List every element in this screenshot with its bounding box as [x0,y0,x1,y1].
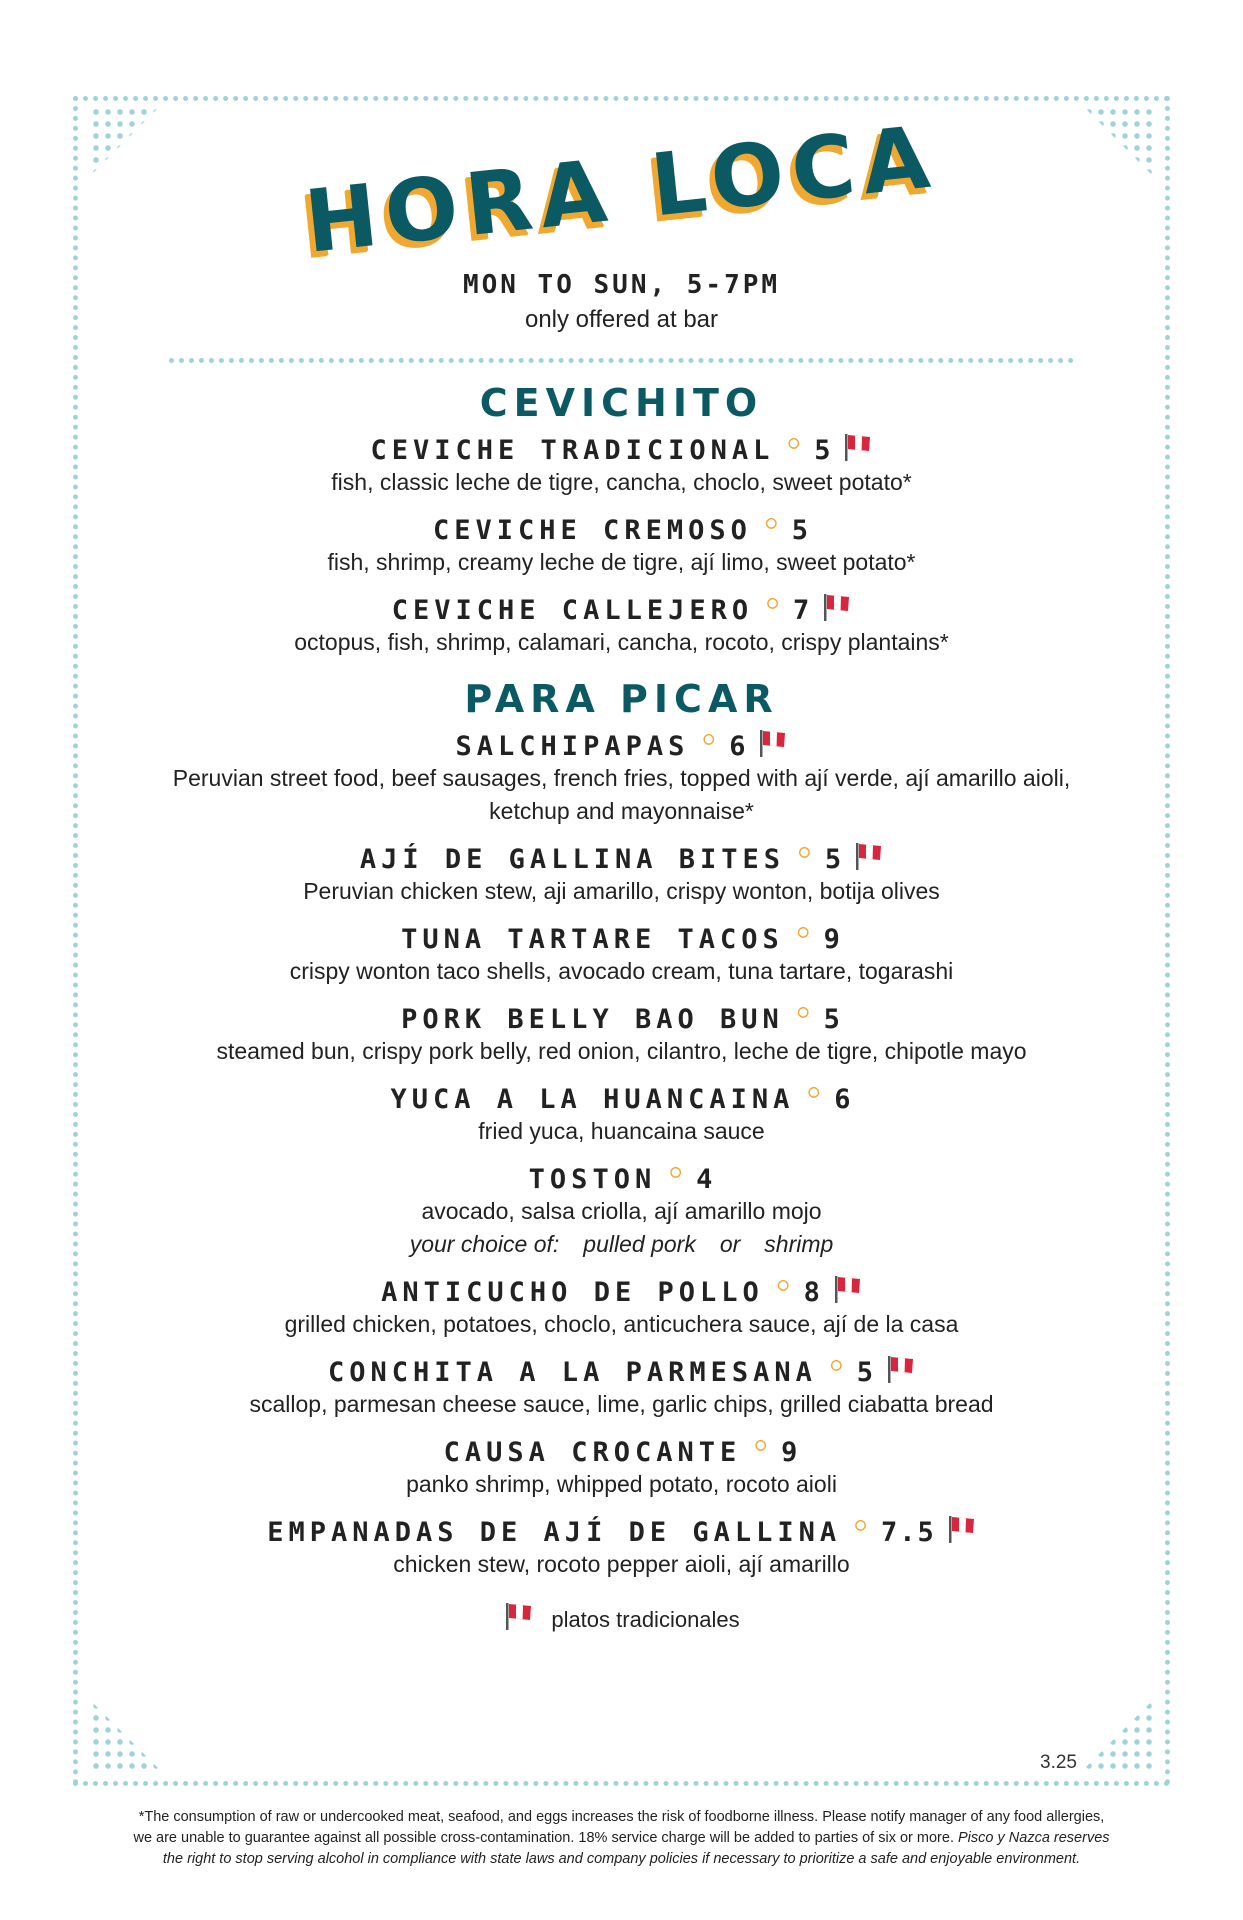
menu-item-description: crispy wonton taco shells, avocado cream, tuna tartare, togarashi [289,958,954,984]
menu-item-header [359,841,883,875]
menu-item-price: 8 [803,1277,822,1308]
legend [503,1605,739,1635]
menu-item-name: ANTICUCHO DE POLLO [381,1277,764,1308]
peru-flag-icon [832,1274,862,1304]
degree-bullet: ○ [797,1001,814,1022]
menu-item-name: CEVICHE CALLEJERO [391,595,754,626]
degree-bullet: ○ [703,728,720,749]
menu-item-header [433,512,810,546]
menu-item-description: avocado, salsa criolla, ají amarillo mojo [421,1198,822,1224]
degree-bullet: ○ [777,1274,794,1295]
menu-item-price: 6 [834,1084,853,1115]
menu-item-price: 9 [823,924,842,955]
degree-bullet: ○ [755,1434,772,1455]
menu-item [100,1514,1143,1581]
degree-bullet: ○ [797,921,814,942]
menu-item-name: CEVICHE CREMOSO [433,515,752,546]
menu-item-name: AJÍ DE GALLINA BITES [359,844,785,875]
menu-item [100,592,1143,659]
menu-item-price: 7.5 [880,1517,936,1548]
menu-item-name: CAUSA CROCANTE [443,1437,742,1468]
peru-flag-icon [853,841,883,871]
menu-item [100,921,1143,988]
menu-section [100,381,1143,659]
menu-item-name: YUCA A LA HUANCAINA [390,1084,795,1115]
menu-version: 3.25 [1040,1752,1077,1773]
peru-flag-icon [757,728,787,758]
menu-item-header [455,728,788,762]
menu-item-price: 5 [814,435,833,466]
menu-item-price: 4 [696,1164,715,1195]
menu-item-description: octopus, fish, shrimp, calamari, cancha, rocoto, crispy plantains* [294,629,949,655]
menu-item-name: SALCHIPAPAS [455,731,690,762]
legend-label: platos tradicionales [551,1607,740,1632]
disclaimer [80,1807,1163,1870]
disclaimer-line-2: we are unable to guarantee against all possible cross-contamination. 18% service charge will be added to parties of six or more. Pisco y Nazca reserves [133,1830,1110,1846]
menu-item-price: 9 [781,1437,800,1468]
menu-item-description: scallop, parmesan cheese sauce, lime, garlic chips, grilled ciabatta bread [249,1391,994,1417]
menu-item-description: Peruvian chicken stew, aji amarillo, crispy wonton, botija olives [303,878,940,904]
peru-flag-icon [946,1514,976,1544]
peru-flag-icon [842,432,872,462]
menu-item-description: grilled chicken, potatoes, choclo, anticuchera sauce, ají de la casa [284,1311,959,1337]
menu-item [100,1434,1143,1501]
menu-item-description: Peruvian street food, beef sausages, french fries, topped with ají verde, ají amarillo aioli, ketchup and mayonnaise* [172,765,1071,824]
menu-item-header [528,1161,715,1195]
menu-section [100,677,1143,1581]
choice-label: your choice of: [409,1231,560,1257]
degree-bullet: ○ [767,592,783,613]
menu-item [100,1354,1143,1421]
menu-sections [100,381,1143,1581]
menu-item-price: 5 [823,1004,842,1035]
menu-item-price: 5 [856,1357,875,1388]
menu-item-header [401,1001,842,1035]
menu-item-name: TUNA TARTARE TACOS [401,924,784,955]
menu-item-description: fried yuca, huancaina sauce [478,1118,765,1144]
menu-item-header [267,1514,976,1548]
peru-flag-icon [885,1354,915,1384]
degree-bullet: ○ [808,1081,825,1102]
menu-item [100,1001,1143,1068]
menu-item-name: CONCHITA A LA PARMESANA [328,1357,817,1388]
disclaimer-line-3: the right to stop serving alcohol in compliance with state laws and company policies if necessary to prioritize a safe and enjoyable environment. [162,1851,1081,1867]
degree-bullet: ○ [670,1161,687,1182]
menu-item [100,1274,1143,1341]
menu-item-name: TOSTON [528,1164,657,1195]
menu-item-name: CEVICHE TRADICIONAL [370,435,775,466]
menu-item-description: chicken stew, rocoto pepper aioli, ají amarillo [393,1551,850,1577]
menu-hours-note: only offered at bar [524,306,719,333]
menu-item [100,728,1143,828]
menu-item [100,1161,1143,1261]
menu-item [100,841,1143,908]
degree-bullet: ○ [799,841,815,862]
menu-item-price: 5 [791,515,810,546]
choice-option: pulled pork [583,1231,696,1257]
section-title: PARA PICAR [464,677,779,721]
menu-item-header [381,1274,862,1308]
menu-item-price: 7 [792,595,812,626]
menu-item-description: fish, classic leche de tigre, cancha, choclo, sweet potato* [331,469,912,495]
degree-bullet: ○ [830,1354,847,1375]
menu-item-description: steamed bun, crispy pork belly, red onion, cilantro, leche de tigre, chipotle mayo [216,1038,1027,1064]
menu-item-header [391,592,851,626]
menu-item-header [390,1081,853,1115]
menu-item-price: 5 [824,844,844,875]
choice-option: shrimp [764,1231,834,1257]
menu-content [100,107,1143,1640]
menu-item-choice [100,1228,1143,1261]
menu-item-name: PORK BELLY BAO BUN [401,1004,784,1035]
menu-hours: MON TO SUN, 5-7PM [462,270,781,300]
menu-title: HORA LOCA [300,107,943,273]
peru-flag-icon [821,592,851,622]
menu-item-description: fish, shrimp, creamy leche de tigre, ají limo, sweet potato* [327,549,916,575]
menu-item-description: panko shrimp, whipped potato, rocoto aioli [406,1471,837,1497]
menu-item-name: EMPANADAS DE AJÍ DE GALLINA [267,1517,842,1548]
degree-bullet: ○ [855,1514,871,1535]
peru-flag-icon [503,1601,533,1631]
choice-or: or [719,1231,741,1257]
menu-item [100,432,1143,499]
degree-bullet: ○ [788,432,805,453]
menu-item-header [401,921,842,955]
menu-item [100,512,1143,579]
degree-bullet: ○ [765,512,782,533]
menu-item-price: 6 [729,731,748,762]
menu-item-header [443,1434,800,1468]
menu-item [100,1081,1143,1148]
menu-item-header [370,432,873,466]
disclaimer-line-1: *The consumption of raw or undercooked meat, seafood, and eggs increases the risk of foodborne illness. Please notify manager of any food allergies, [138,1809,1105,1825]
menu-item-header [328,1354,915,1388]
header-divider [169,358,1074,363]
section-title: CEVICHITO [479,381,764,425]
